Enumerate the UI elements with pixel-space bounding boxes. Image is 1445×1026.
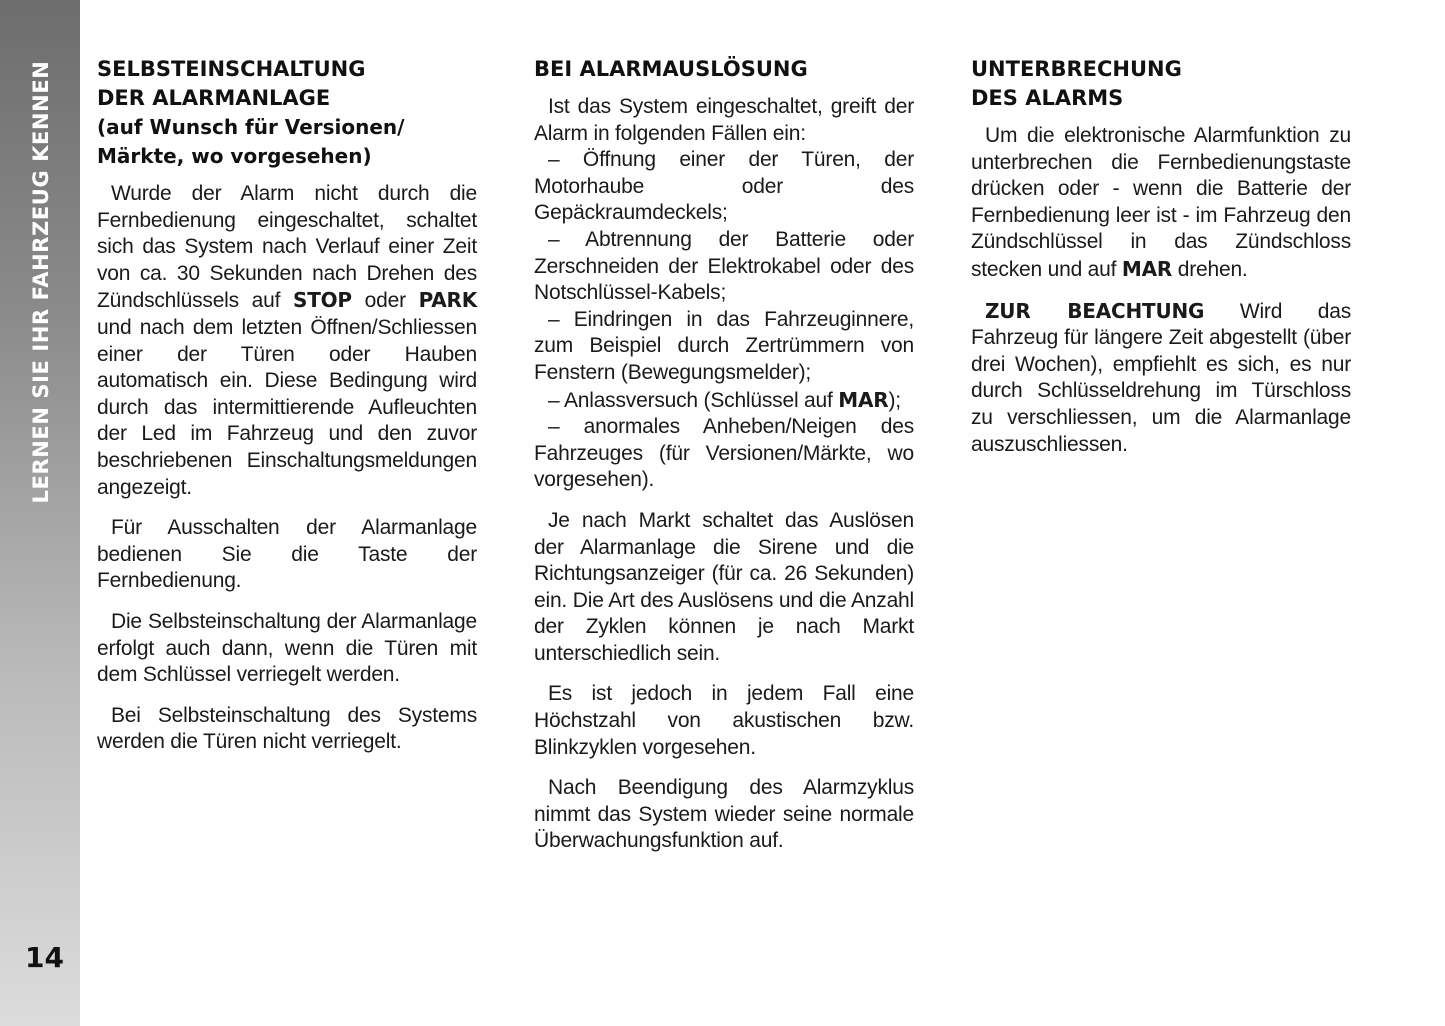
note-paragraph: ZUR BEACHTUNG Wird das Fahrzeug für längere Zeit abgestellt (über drei Wochen), empfiehlt es sich, es nur durch Schlüsseldrehung im Türschloss zu verschliessen, um die Alarmanlage auszuschliessen. (971, 298, 1351, 456)
list-item: – Eindringen in das Fahrzeuginnere, zum Beispiel durch Zertrümmern von Fenstern (Bewegungsmelder); (534, 307, 914, 384)
paragraph: Für Ausschalten der Alarmanlage bedienen Sie die Taste der Fernbedienung. (97, 516, 477, 593)
subheading-line: Märkte, wo vorgesehen) (97, 144, 372, 168)
heading-alarmausloesung: BEI ALARMAUSLÖSUNG (534, 57, 808, 81)
side-bar (0, 0, 80, 1026)
paragraph: Ist das System eingeschaltet, greift der Alarm in folgenden Fällen ein: (534, 95, 914, 145)
paragraph: Nach Beendigung des Alarmzyklus nimmt das System wieder seine normale Überwachungsfunktion auf. (534, 776, 914, 853)
list-item: – Anlassversuch (Schlüssel auf MAR); (548, 387, 901, 412)
heading-unterbrechung (971, 55, 1351, 113)
bold-term-mar: MAR (1121, 256, 1173, 281)
paragraph: Je nach Markt schaltet das Auslösen der Alarmanlage die Sirene und die Richtungsanzeiger (für ca. 26 Sekunden) ein. Die Art des Auslösens und die Anzahl der Zyklen können je nach Markt unterschiedlich sein. (534, 508, 914, 665)
page-number: 14 (25, 941, 64, 974)
heading-line: DES ALARMS (971, 86, 1124, 110)
note-label: ZUR BEACHTUNG (985, 298, 1205, 323)
list-item: – Öffnung einer der Türen, der Motorhaube oder des Gepäckraumdeckels; (534, 148, 914, 225)
paragraph: Wurde der Alarm nicht durch die Fernbedienung eingeschaltet, schaltet sich das System nach Verlauf einer Zeit von ca. 30 Sekunden nach Drehen des Zündschlüssels auf STOP oder PARK und nach dem letzten Öffnen/Schliessen einer der Türen oder Hauben automatisch ein. Diese Bedingung wird durch das intermittierende Aufleuchten der Led im Fahrzeug und den zuvor beschriebenen Einschaltungsmeldungen angezeigt. (97, 182, 477, 499)
bold-term-mar: MAR (838, 387, 889, 412)
paragraph: Die Selbsteinschaltung der Alarmanlage erfolgt auch dann, wenn die Türen mit dem Schlüssel verriegelt werden. (97, 609, 477, 687)
bold-term-park: PARK (418, 288, 477, 313)
heading-line: SELBSTEINSCHALTUNG (97, 57, 366, 81)
list-item: – Abtrennung der Batterie oder Zerschneiden der Elektrokabel oder des Notschlüssel-Kabels; (534, 227, 914, 305)
list-item: – anormales Anheben/Neigen des Fahrzeuges (für Versionen/Märkte, wo vorgesehen). (534, 415, 914, 492)
heading-selbsteinschaltung (97, 55, 477, 113)
subheading-versions (97, 113, 477, 171)
subheading-line: (auf Wunsch für Versionen/ (97, 115, 405, 139)
heading-line: DER ALARMANLAGE (97, 86, 331, 110)
paragraph: Um die elektronische Alarmfunktion zu unterbrechen die Fernbedienungstaste drücken oder - wenn die Batterie der Fernbedienung leer ist - im Fahrzeug den Zündschlüssel in das Zündschloss stecken und auf MAR drehen. (971, 124, 1351, 281)
paragraph: Bei Selbsteinschaltung des Systems werden die Türen nicht verriegelt. (97, 703, 477, 754)
paragraph: Es ist jedoch in jedem Fall eine Höchstzahl von akustischen bzw. Blinkzyklen vorgesehen. (534, 682, 914, 759)
column-unterbrechung (971, 55, 1351, 458)
heading-line: UNTERBRECHUNG (971, 57, 1182, 81)
column-selbsteinschaltung (97, 55, 477, 756)
column-alarmausloesung (534, 55, 914, 855)
section-title: LERNEN SIE IHR FAHRZEUG KENNEN (29, 60, 53, 504)
bold-term-stop: STOP (292, 288, 352, 313)
